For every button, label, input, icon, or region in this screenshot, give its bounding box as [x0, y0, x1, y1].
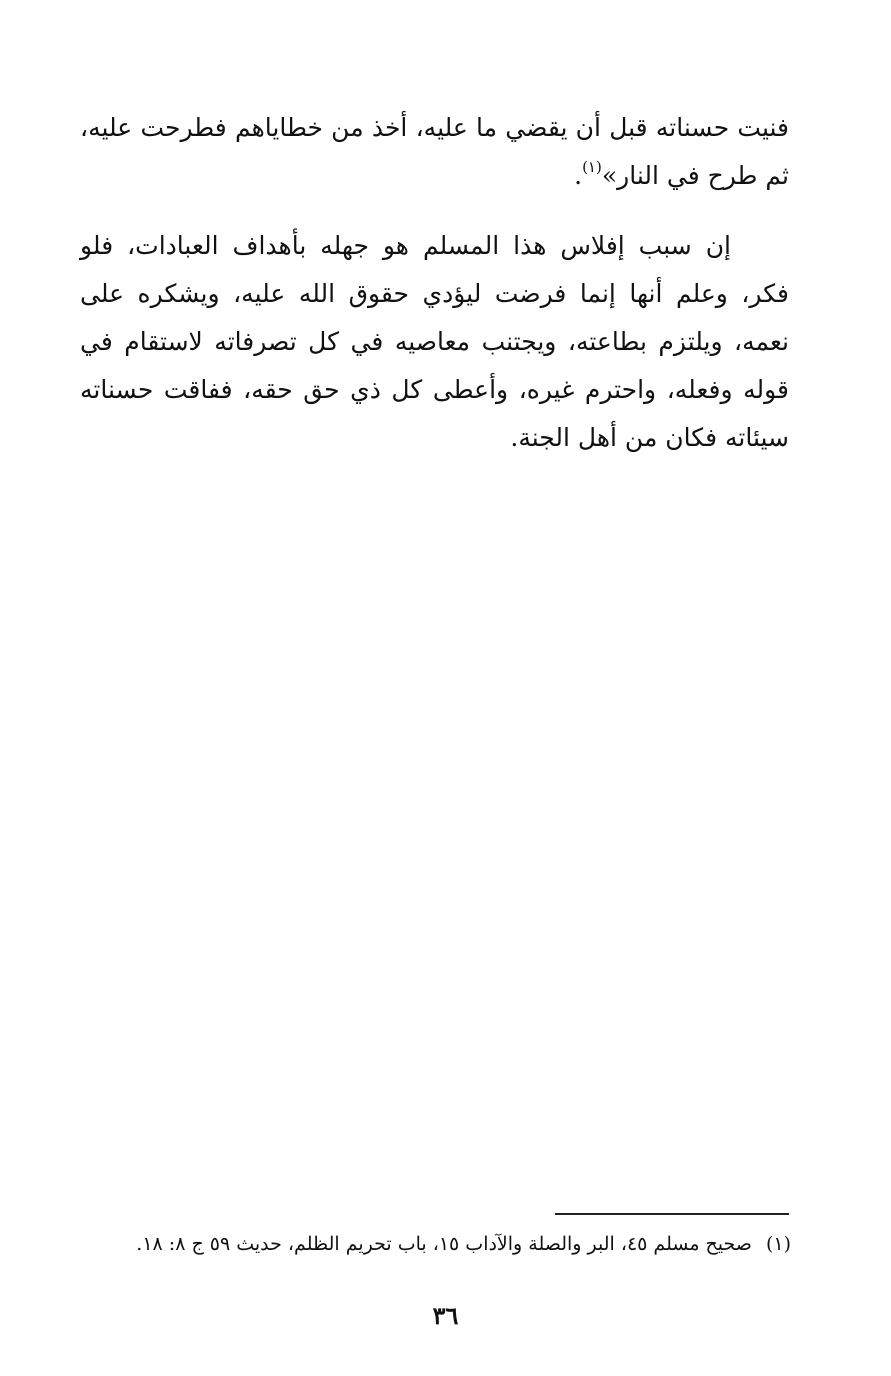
footnote-number: (١)	[765, 1233, 791, 1255]
paragraph-1-end: .	[574, 161, 583, 190]
main-text	[80, 104, 789, 462]
page-number: ٣٦	[432, 1301, 459, 1330]
paragraph-1-text: فنيت حسناته قبل أن يقضي ما عليه، أخذ من خطاياهم فطرحت عليه، ثم طرح في النار»	[80, 113, 789, 190]
footnote-separator	[555, 1213, 789, 1215]
footnote	[80, 1228, 791, 1260]
footnote-text: صحيح مسلم ٤٥، البر والصلة والآداب ١٥، باب تحريم الظلم، حديث ٥٩ ج ٨: ١٨.	[136, 1233, 752, 1255]
paragraph-2: إن سبب إفلاس هذا المسلم هو جهله بأهداف العبادات، فلو فكر، وعلم أنها إنما فرضت ليؤدي حقوق الله عليه، ويشكره على نعمه، ويلتزم بطاعته، ويجتنب معاصيه في كل تصرفاته لاستقام في قوله وفعله، واحترم غيره، وأعطى كل ذي حق حقه، ففاقت حسناته سيئاته فكان من أهل الجنة.	[80, 231, 789, 452]
paragraph-continuation	[80, 104, 789, 200]
footnote-reference[interactable]: (١)	[582, 158, 602, 176]
